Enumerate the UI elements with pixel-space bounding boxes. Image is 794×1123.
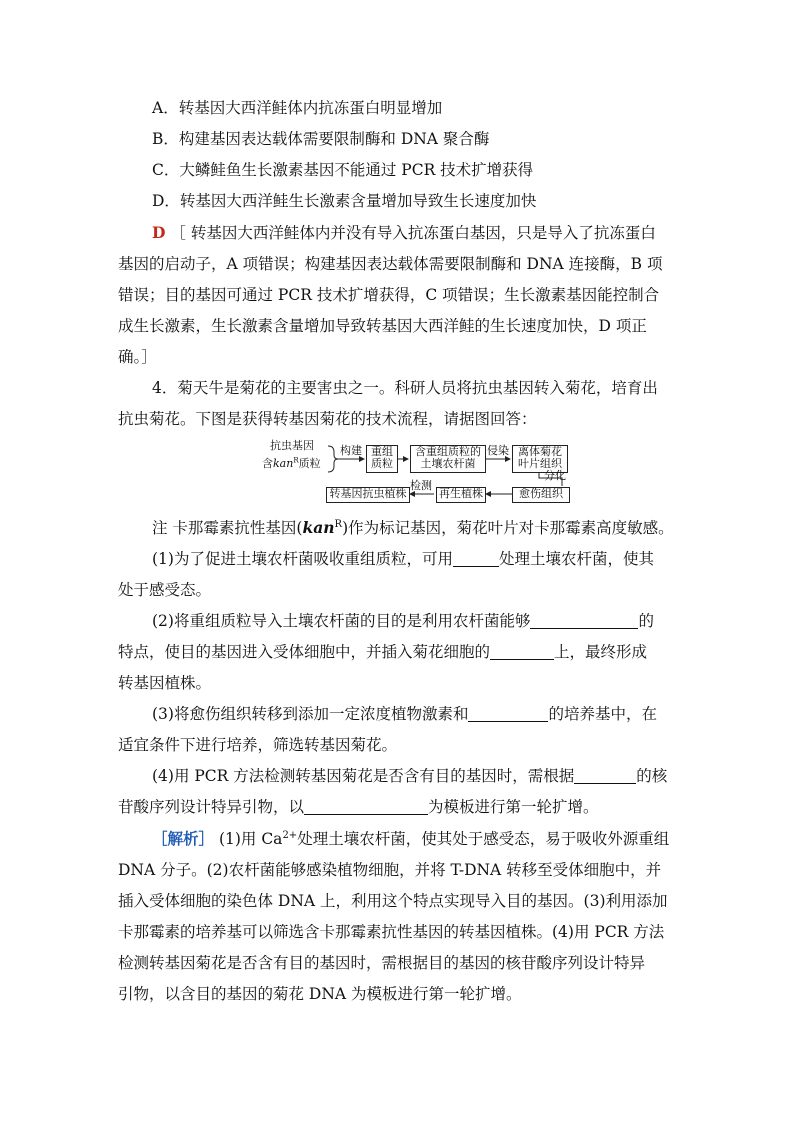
process-flow-diagram bbox=[262, 440, 577, 504]
q4-stem-1: 4．菊天牛是菊花的主要害虫之一。科研人员将抗虫基因转入菊花，培育出 bbox=[152, 379, 658, 397]
box-regenerated-plant: 再生植株 bbox=[436, 487, 486, 503]
note-suffix: )作为标记基因，菊花叶片对卡那霉素高度敏感。 bbox=[342, 519, 674, 537]
label-infect: 侵染 bbox=[487, 444, 509, 457]
q4-2-line-2 bbox=[118, 642, 647, 662]
box-recombinant-plasmid bbox=[366, 445, 398, 473]
q4-4-text-a: (4)用 PCR 方法检测转基因菊花是否含有目的基因时，需根据 bbox=[152, 767, 575, 785]
note-line bbox=[152, 518, 674, 538]
blank-2[interactable] bbox=[530, 612, 638, 629]
leaf-line-1: 离体菊花 bbox=[518, 445, 562, 458]
blank-5[interactable] bbox=[574, 767, 636, 784]
q4-4-text-c: 苷酸序列设计特异引物，以 bbox=[118, 798, 305, 816]
answer-line-1 bbox=[152, 223, 656, 243]
kan-plasmid-prefix: 含 bbox=[262, 457, 273, 470]
option-b: B．构建基因表达载体需要限制酶和 DNA 聚合酶 bbox=[152, 130, 490, 148]
answer-line-4: 成生长激素，生长激素含量增加导致转基因大西洋鲑的生长速度加快，D 项正 bbox=[118, 317, 647, 335]
answer-line-2: 基因的启动子，A 项错误；构建基因表达载体需要限制酶和 DNA 连接酶，B 项 bbox=[118, 255, 663, 273]
analysis-text-1a: (1)用 Ca bbox=[214, 830, 283, 848]
box-transgenic-plant: 转基因抗虫植株 bbox=[326, 487, 410, 503]
analysis-tag: ［解析］ bbox=[152, 829, 215, 848]
q4-stem-2: 抗虫菊花。下图是获得转基因菊花的技术流程，请据图回答： bbox=[118, 410, 537, 428]
q4-1-line-2: 处于感受态。 bbox=[118, 581, 212, 599]
q4-3-text-b: 的培养基中，在 bbox=[548, 705, 657, 723]
analysis-line-2: DNA 分子。(2)农杆菌能够感染植物细胞，并将 T-DNA 转移至受体细胞中，并 bbox=[118, 861, 662, 879]
blank-1[interactable] bbox=[453, 550, 499, 567]
leaf-line-2: 叶片组织 bbox=[518, 457, 562, 470]
note-kan-sup: R bbox=[334, 518, 343, 530]
q4-4-text-b: 的核 bbox=[636, 767, 668, 785]
blank-4[interactable] bbox=[468, 705, 548, 722]
q4-3-text-a: (3)将愈伤组织转移到添加一定浓度植物激素和 bbox=[152, 705, 469, 723]
q4-1-line-1 bbox=[152, 549, 654, 569]
recomb-line-2: 质粒 bbox=[371, 457, 393, 470]
q4-3-line-2: 适宜条件下进行培养，筛选转基因菊花。 bbox=[118, 736, 398, 754]
blank-6[interactable] bbox=[304, 798, 428, 815]
label-construct: 构建 bbox=[340, 444, 362, 457]
option-c: C．大鳞鲑鱼生长激素基因不能通过 PCR 技术扩增获得 bbox=[152, 161, 534, 179]
recomb-line-1: 重组 bbox=[371, 445, 393, 458]
analysis-line-1 bbox=[152, 829, 669, 849]
analysis-text-1b: 处理土壤农杆菌，使其处于感受态，易于吸收外源重组 bbox=[297, 830, 670, 848]
q4-4-line-2 bbox=[118, 797, 599, 817]
note-kan: kan bbox=[302, 518, 335, 537]
answer-line-3: 错误；目的基因可通过 PCR 技术扩增获得，C 项错误；生长激素基因能控制合 bbox=[118, 286, 660, 304]
analysis-line-4: 卡那霉素的培养基可以筛选含卡那霉素抗性基因的转基因植株。(4)用 PCR 方法 bbox=[118, 923, 665, 941]
label-insect-gene: 抗虫基因 bbox=[270, 439, 314, 452]
answer-text-1: ［ 转基因大西洋鲑体内并没有导入抗冻蛋白基因，只是导入了抗冻蛋白 bbox=[170, 224, 656, 242]
q4-2-text-d: 上，最终形成 bbox=[554, 643, 648, 661]
blank-3[interactable] bbox=[490, 643, 554, 660]
analysis-line-3: 插入受体细胞的染色体 DNA 上，利用这个特点实现导入目的基因。(3)利用添加 bbox=[118, 892, 668, 910]
label-kan-plasmid bbox=[262, 458, 321, 470]
agro-line-1: 含重组质粒的 bbox=[415, 445, 481, 458]
q4-2-line-3: 转基因植株。 bbox=[118, 674, 212, 692]
box-agrobacterium bbox=[410, 445, 486, 473]
q4-4-line-1 bbox=[152, 766, 667, 786]
label-detect: 检测 bbox=[410, 479, 432, 492]
q4-4-text-d: 为模板进行第一轮扩增。 bbox=[428, 798, 599, 816]
analysis-line-6: 引物，以含目的基因的菊花 DNA 为模板进行第一轮扩增。 bbox=[118, 985, 522, 1003]
q4-1-text-b: 处理土壤农杆菌，使其 bbox=[498, 550, 654, 568]
q4-2-text-c: 特点，使目的基因进入受体细胞中，并插入菊花细胞的 bbox=[118, 643, 491, 661]
q4-3-line-1 bbox=[152, 704, 657, 724]
option-a: A．转基因大西洋鲑体内抗冻蛋白明显增加 bbox=[152, 99, 443, 117]
note-prefix: 注 卡那霉素抗性基因( bbox=[152, 519, 303, 537]
q4-2-text-a: (2)将重组质粒导入土壤农杆菌的目的是利用农杆菌能够 bbox=[152, 612, 531, 630]
option-d: D．转基因大西洋鲑生长激素含量增加导致生长速度加快 bbox=[152, 192, 537, 210]
kan-sup: R bbox=[293, 456, 299, 465]
q4-2-line-1 bbox=[152, 611, 654, 631]
q4-2-text-b: 的 bbox=[638, 612, 654, 630]
answer-letter: D bbox=[152, 223, 166, 242]
analysis-sup: 2+ bbox=[282, 829, 298, 841]
q4-1-text-a: (1)为了促进土壤农杆菌吸收重组质粒，可用 bbox=[152, 550, 453, 568]
answer-line-5: 确。］ bbox=[118, 348, 157, 366]
label-differentiate: 分化 bbox=[544, 469, 566, 482]
kan-plasmid-suffix: 质粒 bbox=[298, 457, 321, 470]
box-callus: 愈伤组织 bbox=[512, 487, 570, 503]
kan-italic: kan bbox=[273, 457, 294, 470]
agro-line-2: 土壤农杆菌 bbox=[420, 457, 476, 470]
analysis-line-5: 检测转基因菊花是否含有目的基因时，需根据目的基因的核苷酸序列设计特异 bbox=[118, 954, 646, 972]
